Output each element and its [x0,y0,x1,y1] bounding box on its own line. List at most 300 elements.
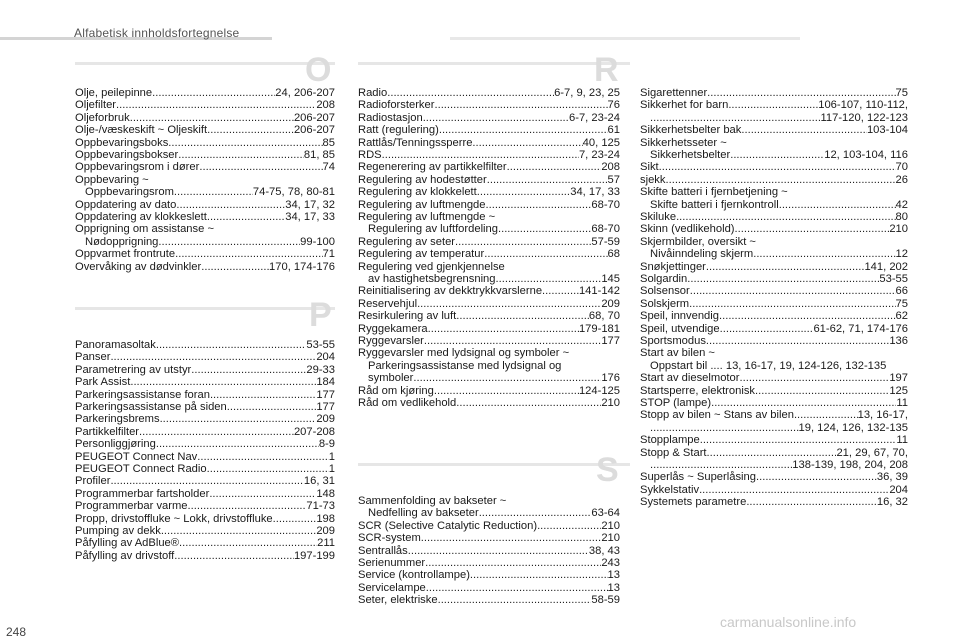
entry-pages: 53-55 [879,273,908,285]
index-entry [640,471,908,483]
entry-pages: 8-9 [318,438,335,451]
entry-leader [174,186,253,198]
entry-pages: 210 [601,519,620,532]
entry-leader [413,372,601,384]
entry-term: Sentrallås [358,544,408,557]
entry-leader [542,285,579,297]
index-entry [640,273,908,285]
entry-pages: 61-62, 71, 174-176 [813,322,908,335]
entry-term: PEUGEOT Connect Radio [75,463,207,475]
entry-pages: 209 [316,413,335,426]
entry-term: Oljeforbruk [75,111,130,124]
index-entry [75,223,335,235]
entry-leader [207,211,285,223]
entry-term: Sikkerhetsseter ~ [640,136,727,149]
entry-term: Service (kontrollampe) [358,569,470,582]
entry-pages: 106-107, 110-112, [818,99,908,112]
entry-pages: 210 [601,532,620,545]
index-entry [640,174,908,186]
section-p-rule [75,307,335,310]
index-entry [358,335,620,347]
index-entry [640,447,908,459]
entry-leader [110,475,303,487]
entry-leader [382,149,579,161]
entry-term: Personliggjøring [75,438,156,451]
index-entry [75,401,335,413]
entry-leader [199,161,322,173]
entry-pages: 38, 43 [588,544,620,557]
entry-leader [387,87,554,99]
entry-leader [779,199,896,211]
entry-leader [428,323,579,335]
index-entry [75,99,335,111]
index-entry [640,372,908,384]
entry-pages: 66 [895,285,908,298]
entry-leader [175,248,322,260]
entry-term: Sikkerhet for barn [640,99,729,112]
entry-pages: 145 [601,273,620,285]
index-entry [640,137,908,149]
entry-pages: 40, 125 [582,136,620,149]
entry-leader [676,211,895,223]
entry-leader [487,174,608,186]
index-entry [640,434,908,446]
index-entry [640,298,908,310]
entry-pages: 36, 39 [876,471,908,484]
index-entry [640,323,908,335]
index-entry [358,161,620,173]
index-entry [368,372,620,384]
entry-term: Oppstart bil .... 13, 16-17, 19, 124-126, 132-135 [650,359,887,372]
index-entry [358,248,620,260]
entry-term: Superlås ~ Superlåsing [640,471,756,484]
entry-leader [456,397,601,409]
entry-leader [756,471,877,483]
entry-leader [753,248,895,260]
entry-term: Påfylling av AdBlue® [75,537,180,550]
entry-leader [755,385,889,397]
page-number: 248 [6,625,27,639]
index-entry [640,161,908,173]
entry-pages: 74-75, 78, 80-81 [252,186,335,199]
entry-pages: 81, 85 [303,149,335,161]
entry-pages: 125 [889,384,908,397]
entry-term: Ratt (regulering) [358,124,439,137]
entry-pages: 74 [322,161,335,174]
entry-term: PEUGEOT Connect Nav [75,450,198,463]
index-entry [358,385,620,397]
entry-leader [426,582,608,594]
entry-pages: 24, 206-207 [275,87,335,99]
index-entry [75,248,335,260]
entry-term: Regulering av luftmengde ~ [358,211,496,223]
index-entry [358,137,620,149]
entry-term: Speil, utvendige [640,322,720,335]
index-entry [358,397,620,409]
index-entry [358,569,620,581]
entry-leader [719,310,896,322]
entry-pages: 13 [607,569,620,582]
entry-leader [178,149,304,161]
entry-term: Skiluke [640,211,677,223]
entry-pages: 13, 16-17, [857,409,908,422]
entry-term: Startsperre, elektronisk [640,384,756,397]
entry-leader [439,124,608,136]
entry-leader [207,463,329,475]
entry-leader [160,413,317,425]
index-entry [650,112,908,124]
index-entry [75,525,335,537]
entry-term: RDS [358,149,382,161]
entry-pages: 210 [601,397,620,409]
entry-term: Start av dieselmotor [640,372,740,385]
entry-term: SCR (Selective Catalytic Reduction) [358,519,538,532]
entry-term: Seter, elektriske [358,594,438,607]
index-entry [75,463,335,475]
entry-term: Park Assist [75,376,131,389]
entry-pages: 68-70 [591,198,620,211]
entry-pages: 243 [601,557,620,569]
entry-leader [470,569,608,581]
entry-pages: 12 [895,248,908,261]
watermark: carmanualsonline.info [720,614,857,630]
entry-term: Oppbevaringsrom i dører [75,161,200,174]
index-entry [358,99,620,111]
entry-pages: 63-64 [591,507,620,520]
entry-leader [455,236,591,248]
entry-term: Råd om vedlikehold [358,397,457,409]
entry-term: Solsensor [640,285,690,298]
entry-term: Sikkerhetsbelter bak [640,124,742,137]
index-entry [75,438,335,450]
entry-term: Propp, drivstoffluke ~ Lokk, drivstoffluke [75,512,273,525]
index-entry [358,199,620,211]
index-entry [358,211,620,223]
entry-term: Sikkerhetsbelter [650,149,731,161]
index-entry [650,248,908,260]
entry-term: Oppbevaring ~ [75,173,149,186]
index-entry [75,124,335,136]
entry-pages: 70 [895,161,908,174]
entry-term: Radio [358,87,388,99]
entry-term: Råd om kjøring [358,384,434,397]
entry-pages: 71-73 [306,500,335,513]
entry-leader [209,488,316,500]
entry-term: Solskjerm [640,297,690,310]
entry-term: Reinitialisering av dekktrykkvarslerne [358,285,543,298]
section-letter-s: S [596,451,619,489]
entry-leader [706,335,889,347]
entry-term: Regulering av temperatur [358,248,485,261]
entry-term: Opprigning om assistanse ~ [75,223,214,236]
index-entry [75,537,335,549]
index-entry [358,261,620,273]
entry-pages: 11 [896,434,908,447]
entry-pages: 103-104 [866,124,908,137]
index-entry [75,475,335,487]
entry-pages: 34, 17, 32 [285,198,335,211]
entry-pages: 148 [316,487,335,500]
entry-leader [158,236,300,248]
entry-leader [706,261,865,273]
entry-leader [191,364,306,376]
entry-term: Programmerbar fartsholder [75,487,210,500]
entry-pages: 207-208 [293,425,335,438]
index-entry [75,550,335,562]
section-r-rule [358,62,630,65]
entry-leader [168,137,322,149]
entry-leader [188,500,307,512]
entry-leader [730,149,824,161]
entry-leader [507,161,602,173]
index-entry [358,87,620,99]
entry-term: Stopplampe [640,434,700,447]
entry-leader [434,385,579,397]
entry-pages: 211 [317,537,335,550]
entry-leader [650,422,799,434]
index-entry [640,99,908,111]
entry-term: Pumping av dekk [75,525,161,537]
entry-pages: 11 [896,397,908,409]
index-entry [75,389,335,401]
entry-pages: 71 [322,248,335,261]
entry-pages: 141-142 [578,285,620,298]
index-entry [650,199,908,211]
index-entry [640,310,908,322]
entry-term: Oppdatering av klokkeslett [75,211,207,223]
index-entry [75,87,335,99]
entry-term: Resirkulering av luft [358,310,457,323]
entry-term: Oppdatering av dato [75,198,177,211]
section-letter-p: P [309,296,332,334]
index-entry [368,223,620,235]
entry-pages: 68-70 [591,223,620,236]
entry-pages: 16, 32 [876,496,908,509]
entry-leader [740,372,890,384]
index-entry [358,236,620,248]
entry-term: Skjermbilder, oversikt ~ [640,235,756,248]
entry-pages: 177 [601,335,620,347]
index-entry [640,223,908,235]
entry-pages: 206-207 [293,124,335,137]
entry-leader [227,401,317,413]
entry-pages: 204 [316,351,335,364]
entry-term: Programmerbar varme [75,500,188,513]
index-entry [358,532,620,544]
entry-term: Radiostasjon [358,111,423,124]
entry-leader [425,557,601,569]
entry-term: Sykkelstativ [640,483,700,496]
index-entry [75,149,335,161]
entry-leader [741,124,867,136]
entry-leader [666,174,896,186]
entry-pages: 208 [601,161,620,174]
index-entry [75,351,335,363]
index-entry [75,137,335,149]
entry-pages: 206-207 [293,111,335,124]
entry-term: Stopp av bilen ~ Stans av bilen [640,409,794,422]
index-entry [75,413,335,425]
section-o-rule [75,62,335,65]
entry-leader [152,87,275,99]
entry-pages: 1 [328,450,335,463]
index-entry [75,211,335,223]
entry-leader [176,199,285,211]
entry-leader [139,426,294,438]
entry-term: Solgardin [640,273,688,285]
entry-term: Regulering av luftfordeling [368,223,498,236]
entry-pages: 208 [316,99,335,112]
entry-term: Start av bilen ~ [640,347,715,360]
entry-term: Reservehjul [358,297,418,310]
index-entry [75,364,335,376]
index-entry [75,174,335,186]
entry-term: symboler [368,372,414,385]
entry-pages: 99-100 [300,235,335,248]
entry-pages: 197 [889,372,908,385]
index-entry [650,360,908,372]
entry-leader [179,537,317,549]
entry-term: Sammenfolding av bakseter ~ [358,495,507,507]
entry-pages: 53-55 [306,339,335,351]
entry-pages: 6-7, 23-24 [569,111,620,124]
entry-term: Skifte batteri i fjernkontroll [650,198,779,211]
entry-term: Systemets parametre [640,496,747,509]
entry-term: Profiler [75,475,111,488]
entry-term: Snøkjettinger [640,260,706,273]
entry-leader [174,550,294,562]
index-entry [640,261,908,273]
entry-leader [201,261,269,273]
entry-term: Overvåking av dødvinkler [75,260,202,273]
entry-pages: 209 [601,297,620,310]
entry-term: Oppbevaringsbokser [75,149,179,161]
entry-leader [477,186,570,198]
section-letter-r: R [594,51,619,89]
entry-leader [690,285,896,297]
entry-leader [650,112,821,124]
entry-leader [479,507,592,519]
entry-pages: 80 [895,211,908,223]
entry-leader [472,137,582,149]
entry-leader [273,513,317,525]
entry-pages: 68, 70 [588,310,620,323]
entry-term: Rattlås/Tenningssperre [358,136,473,149]
entry-pages: 197-199 [293,549,335,562]
entry-leader [130,112,294,124]
entry-leader [735,223,890,235]
entry-term: Ryggevarsler [358,335,424,347]
entry-leader [650,459,792,471]
index-entry [358,298,620,310]
index-entry [358,124,620,136]
entry-leader [689,298,895,310]
entry-leader [156,339,307,351]
entry-pages: 177 [316,388,335,401]
entry-leader [484,248,607,260]
entry-leader [746,496,877,508]
entry-pages: 141, 202 [864,260,908,273]
entry-pages: 57-59 [591,235,620,248]
entry-term: av hastighetsbegrensning [368,273,496,285]
entry-leader [130,376,316,388]
entry-term: Ryggekamera [358,322,428,335]
entry-pages: 58-59 [591,594,620,607]
entry-pages: 21, 29, 67, 70, [836,446,908,459]
index-entry [640,285,908,297]
entry-term: Skinn (vedlikehold) [640,223,735,236]
entry-pages: 68 [607,248,620,261]
entry-pages: 34, 17, 33 [285,211,335,223]
entry-term: Oljefilter [75,99,117,112]
index-entry [358,323,620,335]
entry-pages: 1 [328,463,335,475]
entry-pages: 176 [601,372,620,385]
index-entry [85,236,335,248]
index-entry [358,186,620,198]
entry-term: Oppbevaringsrom [85,186,174,199]
index-entry [75,426,335,438]
index-entry [75,199,335,211]
entry-term: Parkeringsbrems [75,413,160,426]
entry-pages: 138-139, 198, 204, 208 [792,459,908,471]
entry-term: Regulering ved gjenkjennelse [358,260,505,273]
entry-leader [156,438,319,450]
index-entry [75,500,335,512]
entry-term: Skifte batteri i fjernbetjening ~ [640,186,788,199]
index-entry [358,545,620,557]
index-entry [358,310,620,322]
entry-pages: 7, 23-24 [578,149,620,161]
entry-leader [728,99,818,111]
entry-term: Nødopprigning [85,235,159,248]
entry-leader [537,520,601,532]
index-entry [640,236,908,248]
entry-pages: 16, 31 [303,475,335,488]
entry-term: Regulering av klokkelett [358,186,477,199]
entry-pages: 209 [316,525,335,537]
entry-leader [659,161,896,173]
entry-pages: 57 [607,173,620,186]
entry-pages: 184 [316,376,335,389]
entry-pages: 34, 17, 33 [570,186,620,199]
entry-pages: 177 [316,401,335,413]
entry-term: Sikt [640,161,659,174]
page-header [0,0,960,40]
entry-term: Ryggevarsler med lydsignal og symboler ~ [358,347,570,360]
entry-leader [197,451,328,463]
entry-pages: 210 [889,223,908,236]
entry-term: Panser [75,351,111,364]
entry-pages: 198 [316,512,335,525]
index-entry [85,186,335,198]
index-entry [358,174,620,186]
entry-term: Påfylling av drivstoff [75,549,175,562]
entry-term: Parkeringsassistanse foran [75,388,210,401]
index-entry [358,285,620,297]
entry-term: Radioforsterker [358,99,435,112]
entry-term: Parametrering av utstyr [75,363,192,376]
entry-term: Nivåinndeling skjerm [650,248,754,261]
entry-term: Parkeringsassistanse med lydsignal og [368,359,562,372]
entry-pages: 29-33 [306,363,335,376]
entry-leader [424,335,601,347]
entry-pages: 179-181 [578,322,620,335]
entry-term: Stopp & Start [640,446,707,459]
index-entry [75,339,335,351]
entry-leader [707,87,895,99]
entry-term: Nedfelling av bakseter [368,507,479,520]
